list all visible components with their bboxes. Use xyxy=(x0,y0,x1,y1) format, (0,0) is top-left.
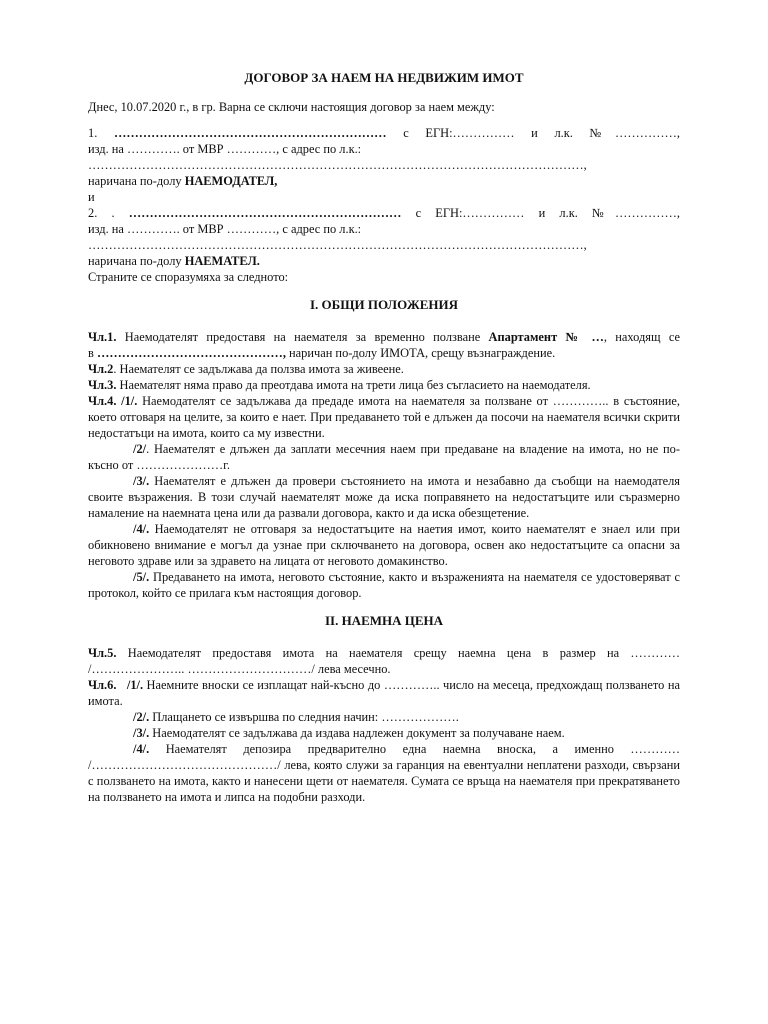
article6-p3 xyxy=(88,725,680,741)
article4-p1 xyxy=(88,393,680,441)
article4-p2 xyxy=(88,441,680,473)
article1-text: Наемодателят предоставя на наемателя за временно ползване xyxy=(116,330,489,344)
document-page xyxy=(88,70,680,805)
article6-p4 xyxy=(88,741,680,805)
party1-line3: …………………………………………………………………………………………………………, xyxy=(88,158,587,172)
article2-text: . Наемателят се задължава да ползва имота за живеене. xyxy=(113,362,404,376)
article6-p1-label: /1/. xyxy=(126,678,144,692)
party2-role-prefix: наричана по-долу xyxy=(88,254,185,268)
party1-role-name: НАЕМОДАТЕЛ, xyxy=(184,174,278,188)
party2-line1 xyxy=(88,205,680,221)
article2 xyxy=(88,361,680,377)
agreement-line: Страните се споразумяха за следното: xyxy=(88,270,289,284)
party1-id: с ЕГН:…………… и л.к. №……………, xyxy=(386,126,680,140)
article4-p4-label: /4/. xyxy=(133,522,150,536)
article5 xyxy=(88,645,680,677)
section1-heading: I. ОБЩИ ПОЛОЖЕНИЯ xyxy=(309,297,459,312)
article4-p5-text: Предаването на имота, неговото състояние, както и възраженията на наемателя се удостоверяват с протокол, който се прилага към настоящия договор. xyxy=(88,570,680,600)
article4-label: Чл.4. /1/. xyxy=(88,394,138,408)
article6-p1-text: Наемните вноски се изплащат най-късно до ………….. число на месеца, предхождащ ползването на имота. xyxy=(88,678,680,708)
article3-label: Чл.3. xyxy=(88,378,117,392)
article1-text-end: , находящ се xyxy=(603,330,681,344)
article6-p2-text: Плащането се извършва по следния начин: ………………. xyxy=(149,710,459,724)
article5-label: Чл.5. xyxy=(88,646,117,660)
party2-line2: изд. на …………. от МВР …………, с адрес по л.к.: xyxy=(88,222,362,236)
party1-number: 1. xyxy=(88,126,114,140)
party2-line3: …………………………………………………………………………………………………………, xyxy=(88,238,587,252)
article6-label: Чл.6. xyxy=(88,678,117,692)
article4-p5 xyxy=(88,569,680,601)
article6-p4-text: Наемателят депозира предварително една наемна вноска, а именно ………… /………………………………………/ лева, която служи за гаранция на евентуални неплатени разходи, свързани с ползването на имота, както и нанесени щети от наемателя. Сумата се връща на наемателя при прекратяването на ползването на имота и липса на подобни разходи. xyxy=(88,742,680,804)
article3-text: Наемателят няма право да преотдава имота на трети лица без съгласието на наемодателя. xyxy=(116,378,591,392)
article5-text: Наемодателят предоставя имота на наемателя срещу наемна цена в размер на ………… /………………….. …………………………/ лева месечно. xyxy=(88,646,680,676)
article1-line2-rest: наричан по-долу ИМОТА, срещу възнаграждение. xyxy=(285,346,556,360)
article6-p2 xyxy=(88,709,680,725)
party2-role xyxy=(88,253,680,269)
article4-p4-text: Наемодателят не отговаря за недостатъците на наетия имот, които наемателят е знаел или при обикновено внимание е могъл да узнае при сключването на договора, освен ако недостатъците са опасни за неговото здраве или за здравето на лицата от неговото домакинство. xyxy=(88,522,680,568)
party2-role-name: НАЕМАТЕЛ. xyxy=(184,254,260,268)
article1-apartment: Апартамент № … xyxy=(488,330,604,344)
article4-p2-text: . Наемателят е длъжен да заплати месечния наем при предаване на владение на имота, но не по-късно от …………………г. xyxy=(88,442,680,472)
party1-role xyxy=(88,173,680,189)
article1-label: Чл.1. xyxy=(88,330,117,344)
and-word: и xyxy=(88,190,95,204)
article1-address-dots: ………………………………………, xyxy=(96,346,286,360)
party2-id: с ЕГН:…………… и л.к. №……………, xyxy=(401,206,680,220)
article4-p3-text: Наемателят е длъжен да провери състоянието на имота и незабавно да съобщи на наемодателя своите възражения. В този случай наемателят може да иска поправянето на недостатъците или съразмерно намаление на наемната цена или да развали договора, както и да иска обезщетение. xyxy=(88,474,680,520)
article4-p5-label: /5/. xyxy=(133,570,150,584)
party2-name-dots: ………………………………………………………… xyxy=(128,206,402,220)
article4-p2-label: /2/ xyxy=(133,442,147,456)
article4-p1-text: Наемодателят се задължава да предаде имота на наемателя за ползване от ………….. в състояние, което отговаря на целите, за които е нает. При предаването той е длъжен да посочи на наемателя всички скрити недостатъци на имота, които са му известни. xyxy=(88,394,680,440)
article1-line2-prefix: в xyxy=(88,346,97,360)
party1-line2: изд. на …………. от МВР …………, с адрес по л.к.: xyxy=(88,142,362,156)
party1-line1 xyxy=(88,125,680,141)
document-title: ДОГОВОР ЗА НАЕМ НА НЕДВИЖИМ ИМОТ xyxy=(244,70,524,85)
article4-p3-label: /3/. xyxy=(133,474,150,488)
article6-p3-label: /3/. xyxy=(133,726,150,740)
article1 xyxy=(88,329,680,345)
intro-paragraph: Днес, 10.07.2020 г., в гр. Варна се сключи настоящия договор за наем между: xyxy=(88,100,495,114)
party2-number: 2. . xyxy=(88,206,129,220)
party1-role-prefix: наричана по-долу xyxy=(88,174,185,188)
article4-p3 xyxy=(88,473,680,521)
article6-p3-text: Наемодателят се задължава да издава надлежен документ за получаване наем. xyxy=(149,726,565,740)
article3 xyxy=(88,377,680,393)
article6-p2-label: /2/. xyxy=(133,710,150,724)
article2-label: Чл.2 xyxy=(88,362,114,376)
party1-name-dots: ………………………………………………………… xyxy=(113,126,387,140)
article6-p1 xyxy=(88,677,680,709)
article4-p4 xyxy=(88,521,680,569)
article1-line2 xyxy=(88,345,680,361)
article6-p4-label: /4/. xyxy=(133,742,150,756)
section2-heading: II. НАЕМНА ЦЕНА xyxy=(324,613,444,628)
